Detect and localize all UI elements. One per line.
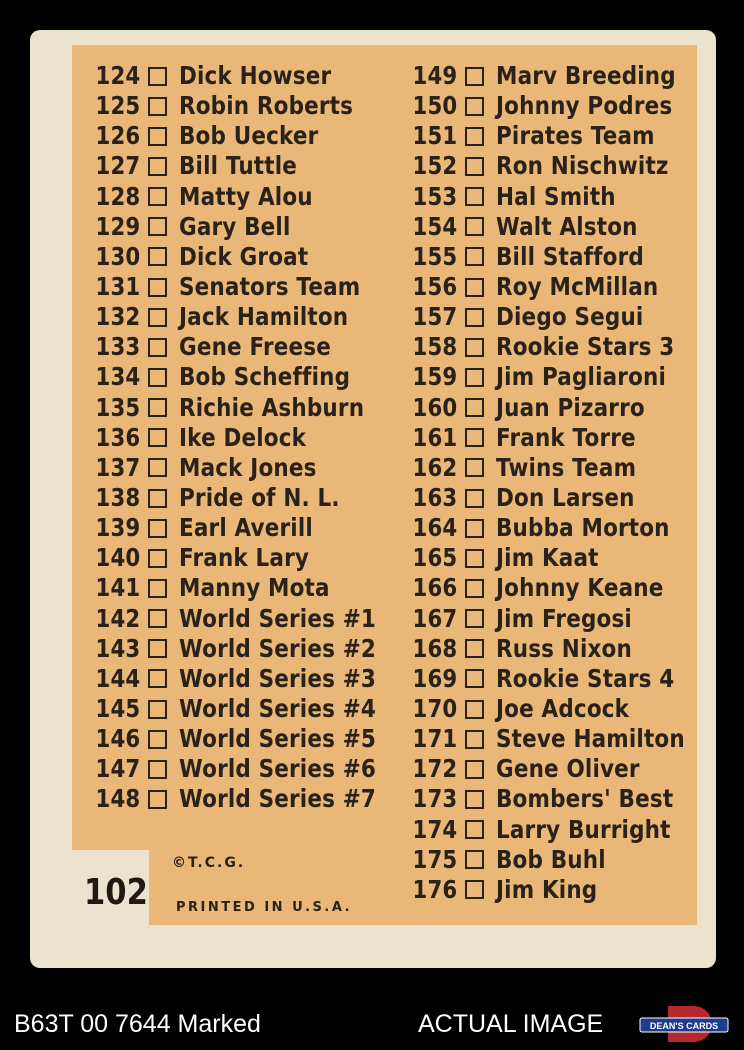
checklist-row xyxy=(405,453,716,483)
checklist-row xyxy=(405,784,716,814)
player-name: Gene Freese xyxy=(179,332,331,362)
card-number: 102 xyxy=(84,872,148,913)
card-number-label: 153 xyxy=(412,181,458,211)
player-name: Bill Stafford xyxy=(496,241,644,271)
checkbox[interactable] xyxy=(148,217,167,236)
player-name: Larry Burright xyxy=(496,814,671,844)
player-name: Senators Team xyxy=(179,272,361,302)
card-number-label: 142 xyxy=(95,603,141,633)
checklist-row xyxy=(88,453,408,483)
player-name: Gary Bell xyxy=(179,211,291,241)
checkbox[interactable] xyxy=(465,127,484,146)
checklist-row xyxy=(88,272,408,302)
checkbox[interactable] xyxy=(148,338,167,357)
card-number-label: 125 xyxy=(95,91,141,121)
card-number-label: 161 xyxy=(412,422,458,452)
checkbox[interactable] xyxy=(465,730,484,749)
player-name: Jim Pagliaroni xyxy=(496,362,667,392)
checklist-row xyxy=(88,121,408,151)
card-number-label: 152 xyxy=(412,151,458,181)
logo-text: DEAN'S CARDS xyxy=(649,1021,719,1031)
card-number-label: 157 xyxy=(412,302,458,332)
card-number-label: 155 xyxy=(412,241,458,271)
checkbox[interactable] xyxy=(465,338,484,357)
player-name: Roy McMillan xyxy=(496,272,659,302)
footer-card-code: B63T 00 7644 Marked xyxy=(14,1010,261,1038)
checklist-row xyxy=(88,332,408,362)
checklist-row xyxy=(405,121,716,151)
checkbox[interactable] xyxy=(148,639,167,658)
checkbox[interactable] xyxy=(465,790,484,809)
checklist-left-column xyxy=(88,61,408,815)
card-number-label: 162 xyxy=(412,452,458,482)
checkbox[interactable] xyxy=(465,278,484,297)
card-number-label: 126 xyxy=(95,121,141,151)
checkbox[interactable] xyxy=(465,669,484,688)
player-name: Dick Howser xyxy=(179,61,332,91)
card-number-label: 135 xyxy=(95,392,141,422)
checklist-row xyxy=(405,423,716,453)
player-name: Gene Oliver xyxy=(496,754,640,784)
player-name: Johnny Keane xyxy=(496,573,664,603)
checkbox[interactable] xyxy=(465,67,484,86)
card-number-label: 144 xyxy=(95,663,141,693)
checklist-row xyxy=(88,784,408,814)
checklist-row xyxy=(88,604,408,634)
card-number-label: 133 xyxy=(95,332,141,362)
player-name: Jim Kaat xyxy=(496,543,599,573)
checklist-row xyxy=(88,664,408,694)
player-name: Bob Buhl xyxy=(496,844,606,874)
player-name: Joe Adcock xyxy=(496,694,630,724)
checklist-row xyxy=(405,815,716,845)
checklist-row xyxy=(405,91,716,121)
checkbox[interactable] xyxy=(148,669,167,688)
card-number-label: 138 xyxy=(95,483,141,513)
player-name: Johnny Podres xyxy=(496,91,673,121)
card-number-label: 147 xyxy=(95,754,141,784)
card-number-label: 166 xyxy=(412,573,458,603)
player-name: Dick Groat xyxy=(179,241,309,271)
card-number-label: 128 xyxy=(95,181,141,211)
player-name: Jack Hamilton xyxy=(179,302,349,332)
checklist-row xyxy=(405,634,716,664)
player-name: Richie Ashburn xyxy=(179,392,365,422)
player-name: Bubba Morton xyxy=(496,513,670,543)
checkbox[interactable] xyxy=(465,489,484,508)
player-name: Jim Fregosi xyxy=(496,603,632,633)
checkbox[interactable] xyxy=(465,700,484,719)
checkbox[interactable] xyxy=(148,760,167,779)
player-name: Russ Nixon xyxy=(496,633,632,663)
checkbox[interactable] xyxy=(148,519,167,538)
checklist-row xyxy=(405,694,716,724)
card-number-label: 146 xyxy=(95,724,141,754)
card-number-label: 129 xyxy=(95,211,141,241)
checkbox[interactable] xyxy=(148,67,167,86)
checklist-row xyxy=(405,875,716,905)
checkbox[interactable] xyxy=(148,458,167,477)
player-name: Bombers' Best xyxy=(496,784,674,814)
copyright-text: ©T.C.G. xyxy=(172,855,246,871)
player-name: World Series #4 xyxy=(179,694,377,724)
checkbox[interactable] xyxy=(148,97,167,116)
card-number-label: 156 xyxy=(412,272,458,302)
checklist-row xyxy=(88,182,408,212)
checklist-row xyxy=(405,724,716,754)
checkbox[interactable] xyxy=(465,820,484,839)
checkbox[interactable] xyxy=(148,700,167,719)
player-name: Don Larsen xyxy=(496,483,635,513)
checkbox[interactable] xyxy=(148,127,167,146)
checklist-row xyxy=(405,332,716,362)
player-name: Robin Roberts xyxy=(179,91,354,121)
card-number-label: 165 xyxy=(412,543,458,573)
card-number-label: 130 xyxy=(95,241,141,271)
player-name: Twins Team xyxy=(496,452,637,482)
card-number-label: 145 xyxy=(95,694,141,724)
checkbox[interactable] xyxy=(465,609,484,628)
card-number-label: 168 xyxy=(412,633,458,663)
checkbox[interactable] xyxy=(465,217,484,236)
checklist-row xyxy=(88,543,408,573)
player-name: World Series #6 xyxy=(179,754,377,784)
checklist-right-column xyxy=(405,61,716,905)
checklist-row xyxy=(405,543,716,573)
checkbox[interactable] xyxy=(148,157,167,176)
card-number-label: 141 xyxy=(95,573,141,603)
checklist-row xyxy=(405,845,716,875)
player-name: Earl Averill xyxy=(179,513,313,543)
checkbox[interactable] xyxy=(465,639,484,658)
checkbox[interactable] xyxy=(465,368,484,387)
card-number-label: 136 xyxy=(95,422,141,452)
checkbox[interactable] xyxy=(148,549,167,568)
checkbox[interactable] xyxy=(465,157,484,176)
player-name: Mack Jones xyxy=(179,452,317,482)
player-name: World Series #2 xyxy=(179,633,377,663)
player-name: Pride of N. L. xyxy=(179,483,340,513)
card-number-label: 173 xyxy=(412,784,458,814)
card-number-label: 171 xyxy=(412,724,458,754)
card-number-label: 150 xyxy=(412,91,458,121)
checklist-row xyxy=(405,604,716,634)
card-number-label: 159 xyxy=(412,362,458,392)
checkbox[interactable] xyxy=(148,489,167,508)
card-number-label: 174 xyxy=(412,814,458,844)
checkbox[interactable] xyxy=(465,850,484,869)
player-name: Juan Pizarro xyxy=(496,392,645,422)
player-name: Matty Alou xyxy=(179,181,313,211)
player-name: World Series #1 xyxy=(179,603,377,633)
checklist-row xyxy=(405,393,716,423)
card-number-label: 172 xyxy=(412,754,458,784)
player-name: Rookie Stars 3 xyxy=(496,332,675,362)
card-number-label: 143 xyxy=(95,633,141,663)
checkbox[interactable] xyxy=(465,428,484,447)
checklist-row xyxy=(405,573,716,603)
deans-cards-logo xyxy=(638,1004,730,1044)
checkbox[interactable] xyxy=(465,308,484,327)
card-number-label: 124 xyxy=(95,61,141,91)
checklist-row xyxy=(88,573,408,603)
checklist-row xyxy=(405,513,716,543)
checklist-row xyxy=(88,242,408,272)
checklist-row xyxy=(88,302,408,332)
checklist-row xyxy=(88,513,408,543)
checklist-row xyxy=(405,302,716,332)
player-name: Bob Scheffing xyxy=(179,362,351,392)
checklist-row xyxy=(88,724,408,754)
checklist-row xyxy=(405,212,716,242)
card-number-label: 149 xyxy=(412,61,458,91)
checklist-row xyxy=(88,423,408,453)
card-number-label: 163 xyxy=(412,483,458,513)
checkbox[interactable] xyxy=(148,278,167,297)
checkbox[interactable] xyxy=(465,97,484,116)
card-number-label: 132 xyxy=(95,302,141,332)
checkbox[interactable] xyxy=(465,398,484,417)
player-name: Bob Uecker xyxy=(179,121,319,151)
checkbox[interactable] xyxy=(465,760,484,779)
card-number-label: 158 xyxy=(412,332,458,362)
checkbox[interactable] xyxy=(465,187,484,206)
checkbox[interactable] xyxy=(148,730,167,749)
checklist-row xyxy=(405,151,716,181)
checklist-row xyxy=(405,182,716,212)
checklist-row xyxy=(405,664,716,694)
checkbox[interactable] xyxy=(148,790,167,809)
checkbox[interactable] xyxy=(148,247,167,266)
footer-actual-image: ACTUAL IMAGE xyxy=(418,1010,604,1038)
checkbox[interactable] xyxy=(148,609,167,628)
card-number-label: 134 xyxy=(95,362,141,392)
player-name: Ron Nischwitz xyxy=(496,151,669,181)
checklist-row xyxy=(405,61,716,91)
player-name: Pirates Team xyxy=(496,121,655,151)
card-number-label: 140 xyxy=(95,543,141,573)
checkbox[interactable] xyxy=(465,549,484,568)
checklist-row xyxy=(88,634,408,664)
checkbox[interactable] xyxy=(465,880,484,899)
checkbox[interactable] xyxy=(148,187,167,206)
player-name: Hal Smith xyxy=(496,181,616,211)
player-name: Frank Torre xyxy=(496,422,636,452)
card-number-label: 131 xyxy=(95,272,141,302)
checklist-row xyxy=(88,362,408,392)
checklist-row xyxy=(88,483,408,513)
player-name: Walt Alston xyxy=(496,211,638,241)
checklist-row xyxy=(88,754,408,784)
card-number-label: 175 xyxy=(412,844,458,874)
checkbox[interactable] xyxy=(465,579,484,598)
checklist-row xyxy=(405,362,716,392)
card-number-label: 169 xyxy=(412,663,458,693)
player-name: World Series #5 xyxy=(179,724,377,754)
player-name: Diego Segui xyxy=(496,302,644,332)
player-name: Rookie Stars 4 xyxy=(496,663,675,693)
card-number-label: 170 xyxy=(412,694,458,724)
checklist-row xyxy=(88,61,408,91)
card-number-label: 151 xyxy=(412,121,458,151)
checklist-row xyxy=(405,242,716,272)
checklist-row xyxy=(88,212,408,242)
checklist-row xyxy=(405,754,716,784)
checkbox[interactable] xyxy=(465,247,484,266)
player-name: World Series #7 xyxy=(179,784,377,814)
player-name: World Series #3 xyxy=(179,663,377,693)
card-number-label: 137 xyxy=(95,452,141,482)
card-number-label: 148 xyxy=(95,784,141,814)
checkbox[interactable] xyxy=(148,398,167,417)
checklist-row xyxy=(88,151,408,181)
checkbox[interactable] xyxy=(148,428,167,447)
player-name: Steve Hamilton xyxy=(496,724,685,754)
printed-in-usa-text: PRINTED IN U.S.A. xyxy=(176,900,353,915)
checklist-row xyxy=(88,694,408,724)
checkbox[interactable] xyxy=(148,308,167,327)
player-name: Manny Mota xyxy=(179,573,330,603)
player-name: Frank Lary xyxy=(179,543,310,573)
card-number-label: 176 xyxy=(412,874,458,904)
player-name: Ike Delock xyxy=(179,422,307,452)
checkbox[interactable] xyxy=(465,458,484,477)
card-number-label: 167 xyxy=(412,603,458,633)
player-name: Marv Breeding xyxy=(496,61,676,91)
checklist-row xyxy=(405,483,716,513)
checklist-row xyxy=(88,393,408,423)
player-name: Bill Tuttle xyxy=(179,151,297,181)
checkbox[interactable] xyxy=(148,368,167,387)
checklist-row xyxy=(88,91,408,121)
card-number-label: 164 xyxy=(412,513,458,543)
card-number-label: 160 xyxy=(412,392,458,422)
checklist-row xyxy=(405,272,716,302)
card-number-label: 139 xyxy=(95,513,141,543)
card-number-label: 127 xyxy=(95,151,141,181)
player-name: Jim King xyxy=(496,874,598,904)
card-number-label: 154 xyxy=(412,211,458,241)
checkbox[interactable] xyxy=(465,519,484,538)
checkbox[interactable] xyxy=(148,579,167,598)
